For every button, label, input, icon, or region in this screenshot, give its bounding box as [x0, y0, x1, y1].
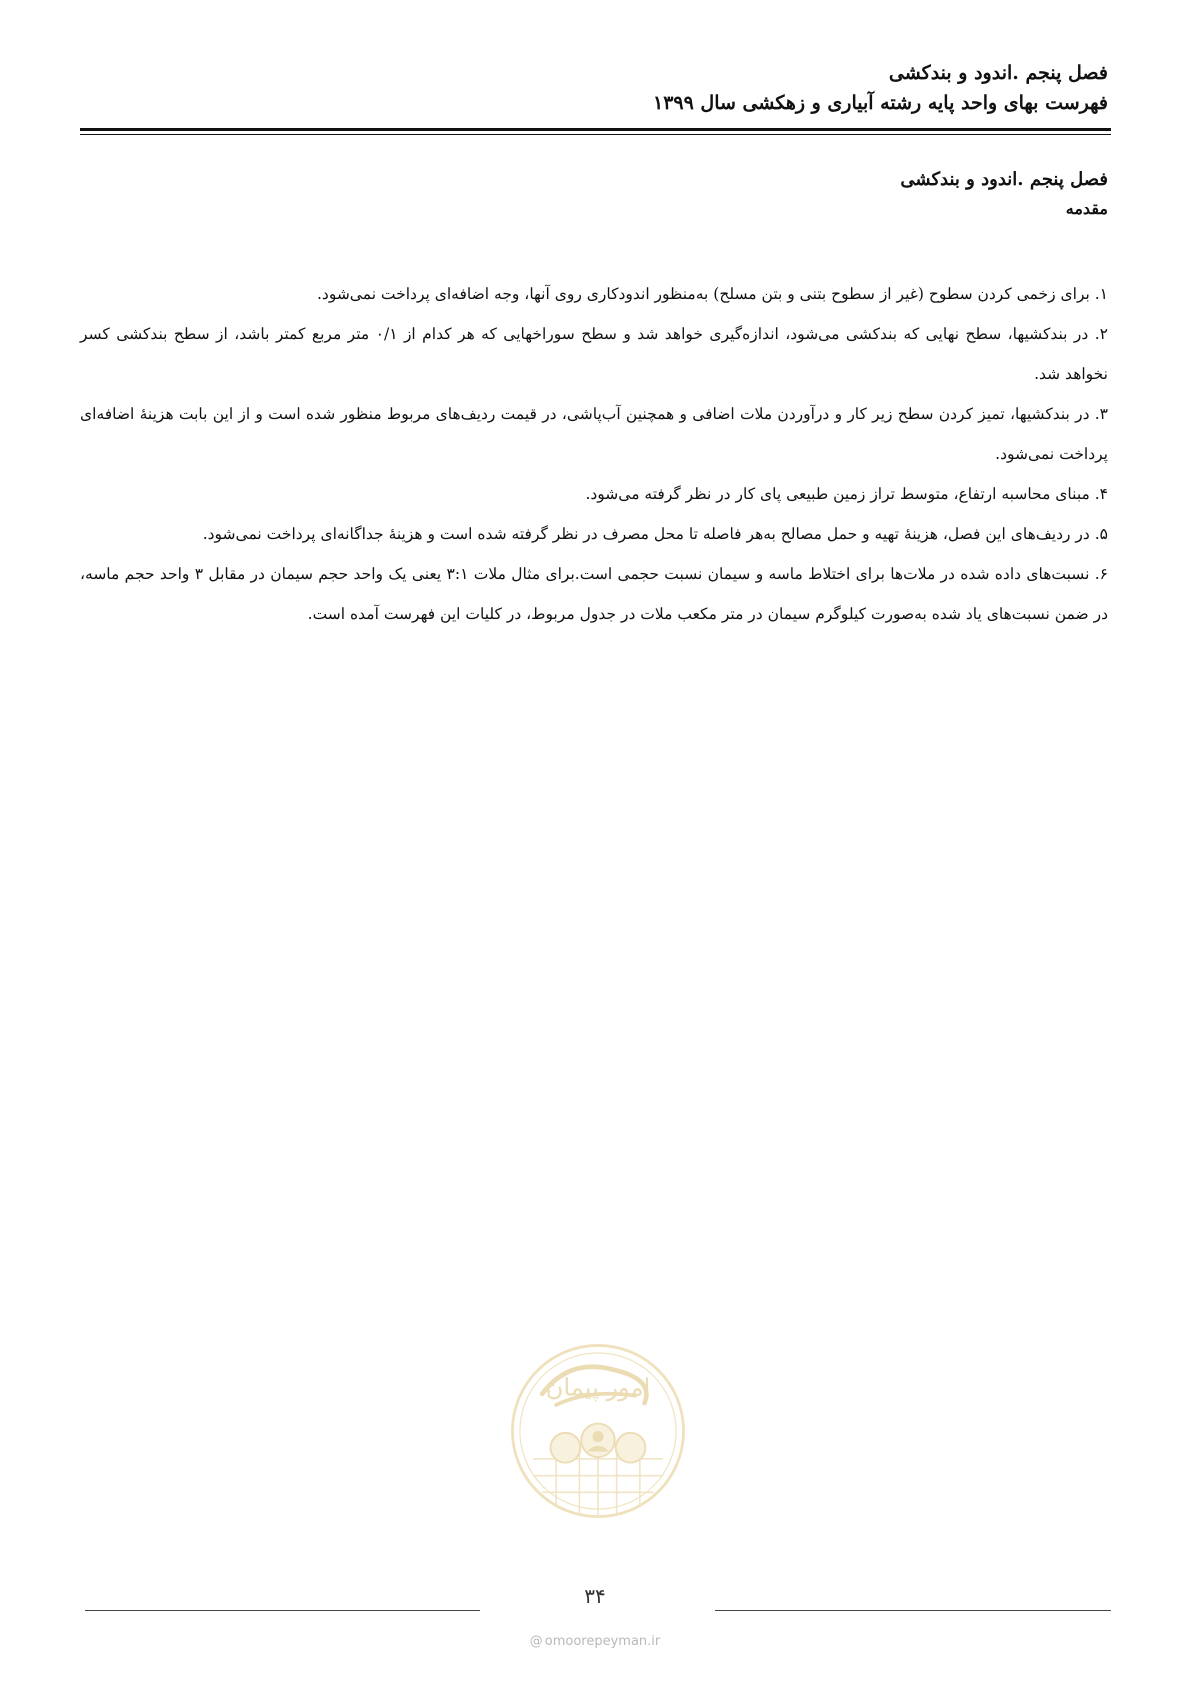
header-chapter-title: فصل پنجم .اندود و بندکشی: [888, 62, 1108, 84]
footer-divider-left: [85, 1610, 480, 1611]
section-heading: [80, 165, 1108, 223]
paragraph-5: ۵. در ردیف‌های این فصل، هزینهٔ تهیه و حمل مصالح به‌هر فاصله تا محل مصرف در نظر گرفته شده است و هزینهٔ جداگانه‌ای پرداخت نمی‌شود.: [202, 525, 1108, 543]
website-watermark: [515, 1634, 675, 1649]
paragraph-1: ۱. برای زخمی کردن سطوح (غیر از سطوح بتنی و بتن مسلح) به‌منظور اندودکاری روی آنها، وجه اضافه‌ای پرداخت نمی‌شود.: [316, 285, 1108, 303]
at-icon: @: [529, 1634, 543, 1649]
section-subtitle: مقدمه: [1065, 199, 1108, 218]
section-title: فصل پنجم .اندود و بندکشی: [900, 169, 1108, 190]
website-url: omoorepeyman.ir: [544, 1634, 661, 1649]
header-divider: [80, 128, 1111, 135]
paragraph-6: ۶. نسبت‌های داده شده در ملات‌ها برای اختلاط ماسه و سیمان نسبت حجمی است.برای مثال ملات ۳:۱ یعنی یک واحد حجم سیمان در مقابل ۳ واحد حجم ماسه، در ضمن نسبت‌های یاد شده به‌صورت کیلوگرم سیمان در متر مکعب ملات در جدول مربوط، در کلیات این فهرست آمده است.: [80, 565, 1108, 623]
watermark-text: امور پیمان: [545, 1373, 651, 1402]
paragraph-4: ۴. مبنای محاسبه ارتفاع، متوسط تراز زمین طبیعی پای کار در نظر گرفته می‌شود.: [585, 485, 1108, 503]
paragraph-2: ۲. در بندکشیها، سطح نهایی که بندکشی می‌شود، اندازه‌گیری خواهد شد و سطح سوراخهایی که هر کدام از ۰/۱ متر مربع کمتر باشد، از سطح بندکشی کسر نخواهد شد.: [80, 325, 1108, 383]
paragraph-3: ۳. در بندکشیها، تمیز کردن سطح زیر کار و درآوردن ملات اضافی و همچنین آب‌پاشی، در قیمت ردیف‌های مربوط منظور شده است و از این بابت هزینهٔ اضافه‌ای پرداخت نمی‌شود.: [80, 405, 1108, 463]
body-text: [80, 274, 1108, 634]
header-document-title: فهرست بهای واحد پایه رشته آبیاری و زهکشی سال ۱۳۹۹: [652, 92, 1108, 114]
watermark-logo: [505, 1338, 691, 1524]
footer-divider-right: [715, 1610, 1111, 1611]
page-header: [80, 58, 1108, 118]
page-number: ۳۴: [584, 1584, 606, 1608]
